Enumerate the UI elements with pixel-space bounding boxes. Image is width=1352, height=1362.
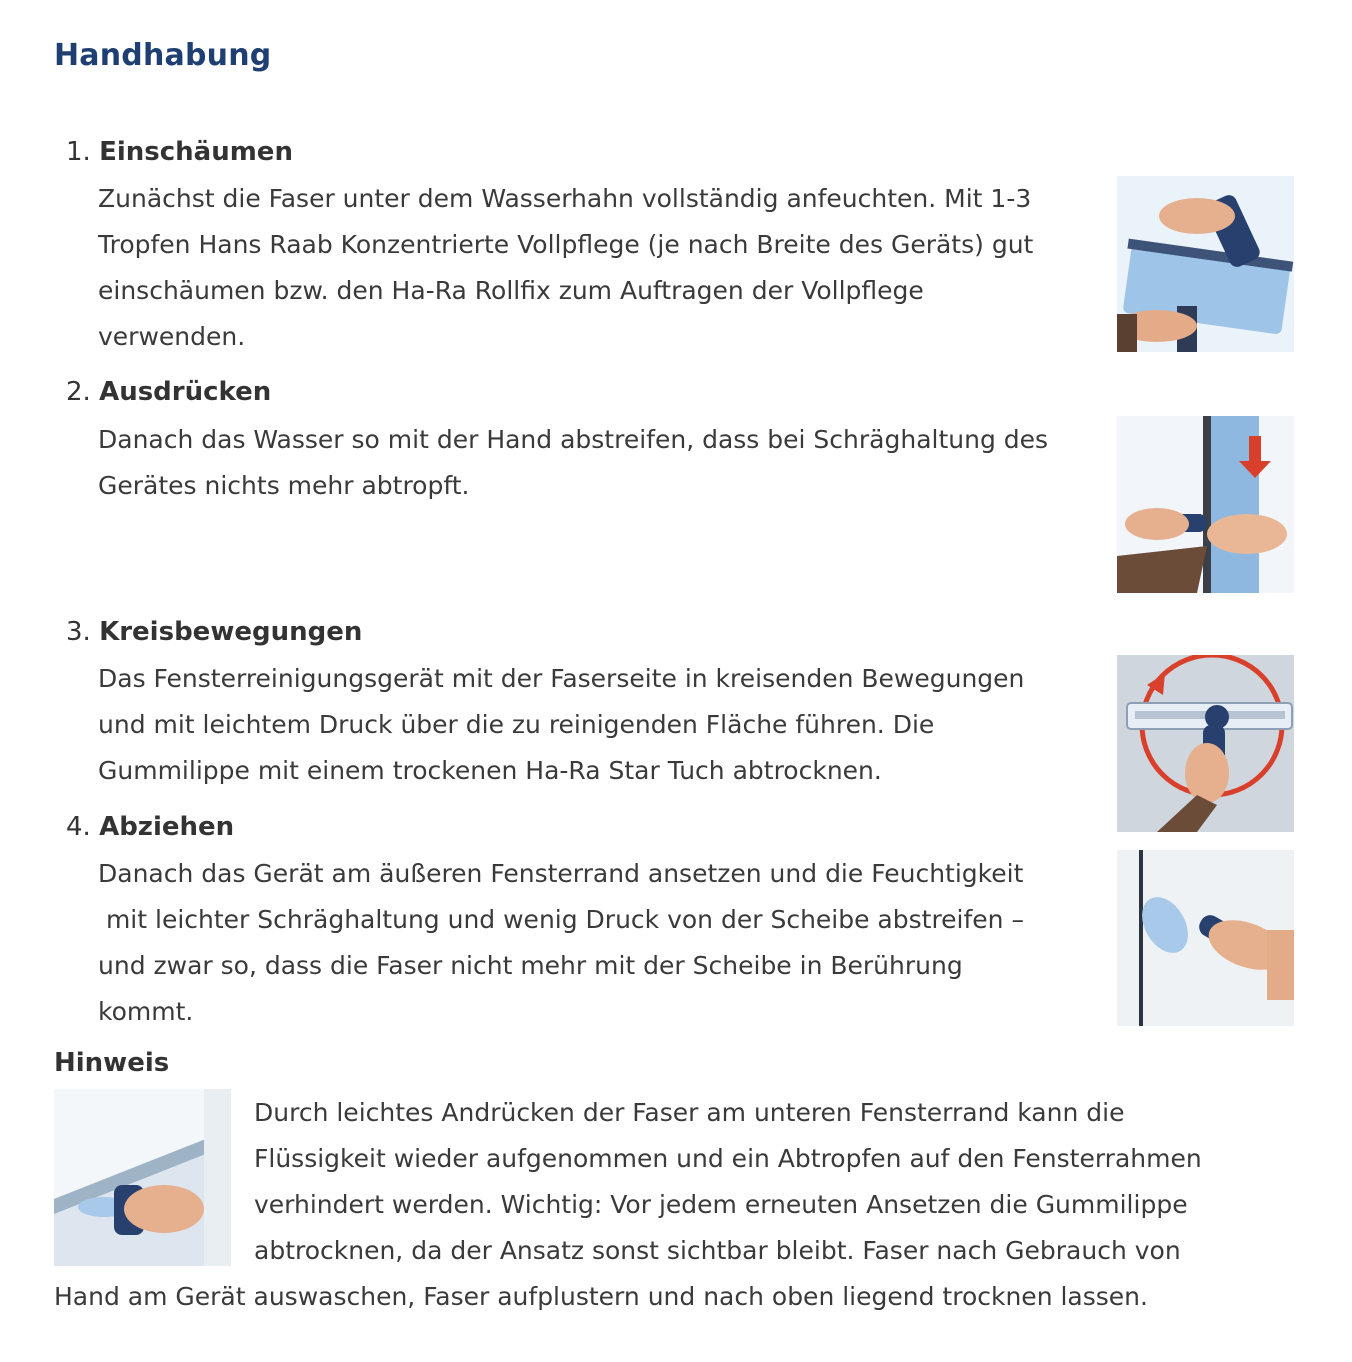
- step-3-title: Kreisbewegungen: [99, 617, 363, 647]
- note-line: verhindert werden. Wichtig: Vor jedem erneuten Ansetzen die Gummilippe: [254, 1190, 1188, 1219]
- step-1-text: [98, 176, 1033, 360]
- step-2-text: [98, 417, 1048, 509]
- step-1-number: 1.: [66, 137, 91, 167]
- step-3-text: [98, 656, 1024, 794]
- step-1-heading: [66, 137, 293, 167]
- step-3-line: und mit leichtem Druck über die zu reinigenden Fläche führen. Die: [98, 710, 935, 739]
- step-1-line: verwenden.: [98, 322, 246, 351]
- note-last-line: Hand am Gerät auswaschen, Faser aufplustern und nach oben liegend trocknen lassen.: [54, 1282, 1148, 1311]
- step-4-text: [98, 851, 1024, 1035]
- step-1-title: Einschäumen: [99, 137, 293, 167]
- step-3-number: 3.: [66, 617, 91, 647]
- step-4-line: mit leichter Schräghaltung und wenig Druck von der Scheibe abstreifen –: [98, 905, 1024, 934]
- note-line: Durch leichtes Andrücken der Faser am unteren Fensterrand kann die: [254, 1098, 1125, 1127]
- note-text: [254, 1090, 1202, 1274]
- squeeze-out-photo: [1117, 416, 1294, 593]
- step-3-line: Das Fensterreinigungsgerät mit der Faserseite in kreisenden Bewegungen: [98, 664, 1025, 693]
- step-4-line: kommt.: [98, 997, 194, 1026]
- step-3-line: Gummilippe mit einem trockenen Ha-Ra Star Tuch abtrocknen.: [98, 756, 882, 785]
- window-frame-photo: [54, 1089, 231, 1266]
- step-2-heading: [66, 377, 271, 407]
- step-1-line: Zunächst die Faser unter dem Wasserhahn vollständig anfeuchten. Mit 1-3: [98, 184, 1032, 213]
- step-2-title: Ausdrücken: [99, 377, 272, 407]
- step-3-heading: [66, 617, 362, 647]
- note-line: abtrocknen, da der Ansatz sonst sichtbar bleibt. Faser nach Gebrauch von: [254, 1236, 1181, 1265]
- step-2-line: Danach das Wasser so mit der Hand abstreifen, dass bei Schräghaltung des: [98, 425, 1049, 454]
- note-heading: Hinweis: [54, 1048, 170, 1078]
- step-2-line: Gerätes nichts mehr abtropft.: [98, 471, 470, 500]
- circular-motion-photo: [1117, 655, 1294, 832]
- step-4-line: Danach das Gerät am äußeren Fensterrand ansetzen und die Feuchtigkeit: [98, 859, 1024, 888]
- page-title: Handhabung: [54, 38, 272, 73]
- note-line: Flüssigkeit wieder aufgenommen und ein Abtropfen auf den Fensterrahmen: [254, 1144, 1202, 1173]
- step-1-line: einschäumen bzw. den Ha-Ra Rollfix zum Auftragen der Vollpflege: [98, 276, 924, 305]
- step-4-number: 4.: [66, 812, 91, 842]
- step-4-line: und zwar so, dass die Faser nicht mehr mit der Scheibe in Berührung: [98, 951, 963, 980]
- step-4-title: Abziehen: [99, 812, 235, 842]
- squeegee-window-photo: [1117, 850, 1294, 1026]
- step-1-line: Tropfen Hans Raab Konzentrierte Vollpflege (je nach Breite des Geräts) gut: [98, 230, 1034, 259]
- foam-application-photo: [1117, 176, 1294, 352]
- step-4-heading: [66, 812, 234, 842]
- step-2-number: 2.: [66, 377, 91, 407]
